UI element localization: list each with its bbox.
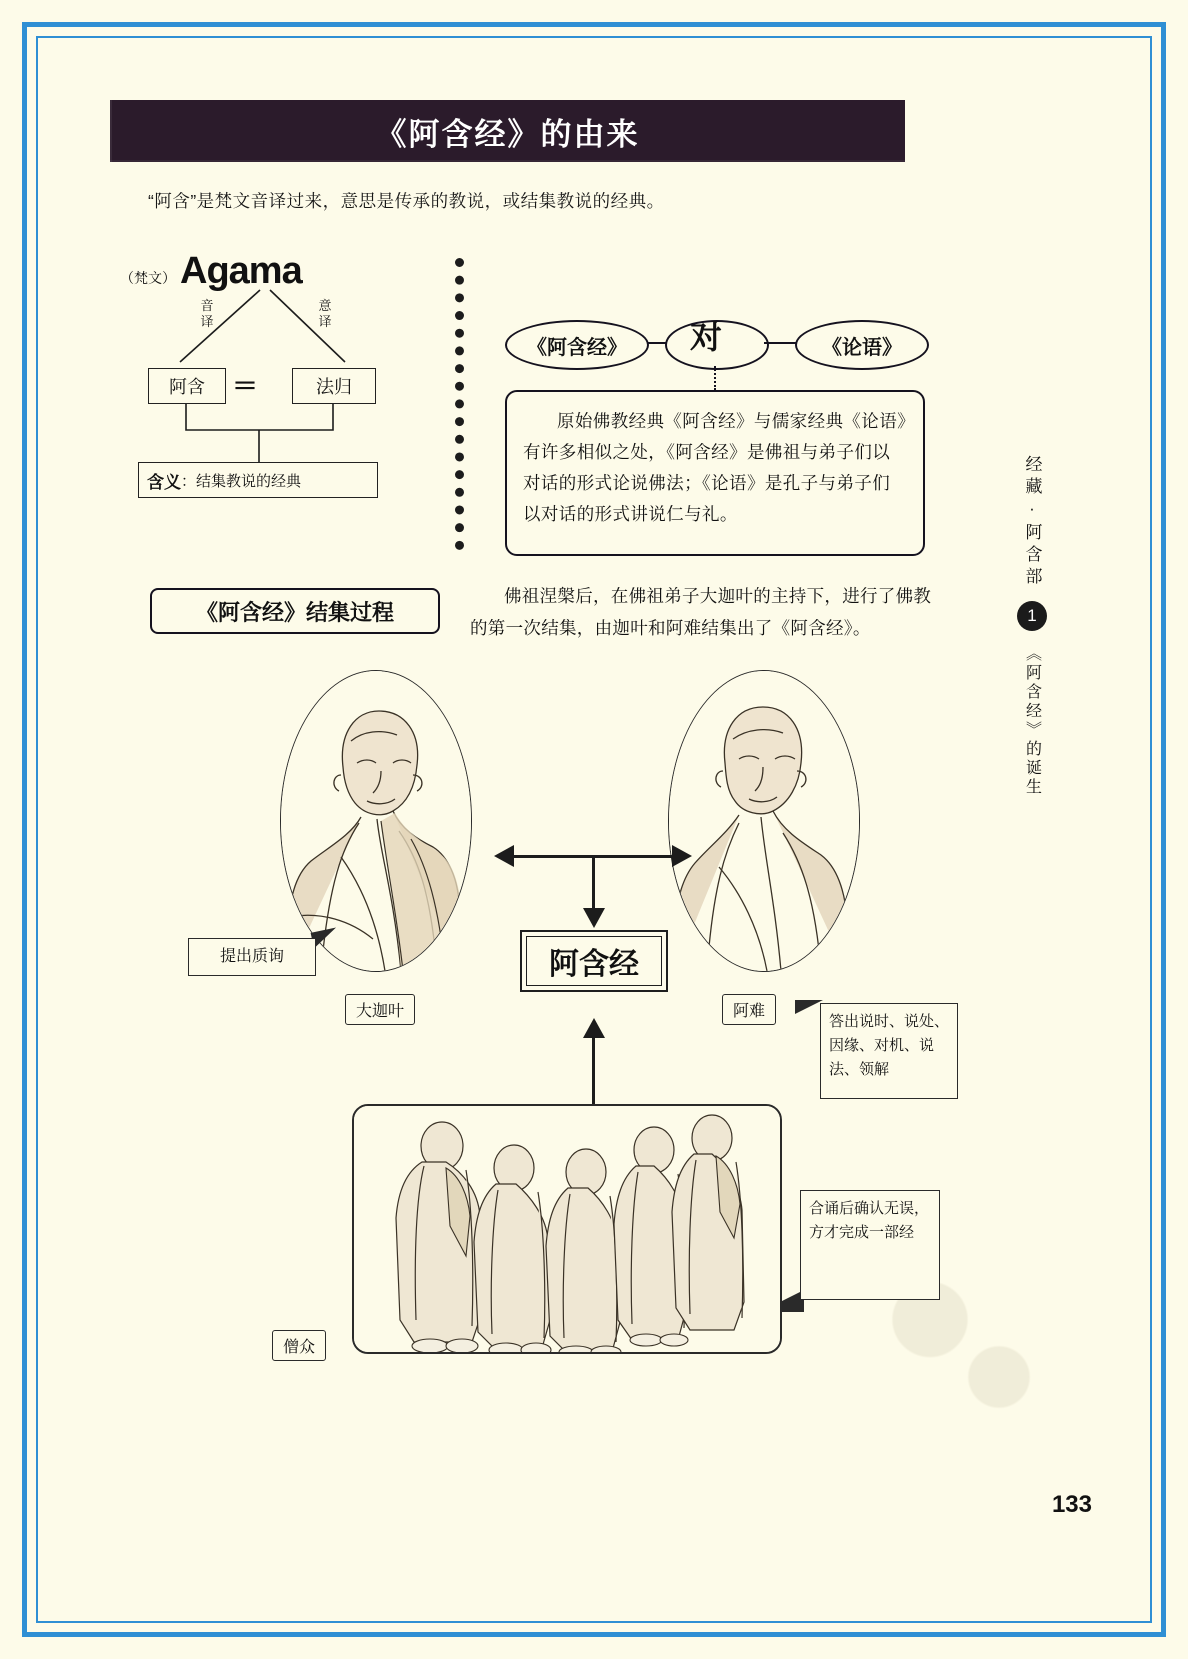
callout-query: 提出质询 (188, 938, 316, 976)
equals-sign: ＝ (232, 371, 259, 401)
sanskrit-word: Agama (180, 250, 302, 292)
callout-confirm: 合诵后确认无误，方才完成一部经 (800, 1190, 940, 1300)
compare-vs-label: 对 (690, 319, 723, 355)
section-title-band (110, 100, 905, 162)
sanskrit-label: （梵文） (120, 270, 176, 286)
oval-analects: 《论语》 (795, 320, 929, 370)
process-paragraph: 佛祖涅槃后，在佛祖弟子大迦叶的主持下，进行了佛教的第一次结集，由迦叶和阿难结集出了《阿含经》。 (470, 586, 932, 638)
portrait-ananda-illustration (669, 671, 859, 971)
arrow-head-down (583, 908, 605, 928)
sanskrit-diagram (120, 250, 420, 530)
margin-column (1010, 455, 1054, 797)
meaning-key: 含义 (147, 472, 181, 492)
compare-note-box (505, 390, 925, 556)
branch-label-transliteration: 音译 (200, 298, 214, 329)
arrow-up-line (592, 1038, 595, 1104)
callout-tail-answer (795, 1000, 823, 1014)
arrow-head-left (494, 845, 514, 867)
page-title: 《阿含经》的由来 (375, 116, 640, 152)
margin-vertical-bottom: 《阿含经》的诞生 (1023, 645, 1041, 797)
portrait-kasyapa-illustration (281, 671, 471, 971)
compare-note-text: 原始佛教经典《阿含经》与儒家经典《论语》有许多相似之处，《阿含经》是佛祖与弟子们以对话的形式论说佛法；《论语》是孔子与弟子们以对话的形式讲说仁与礼。 (523, 411, 907, 524)
margin-vertical-top: 经藏·阿含部 (1022, 455, 1042, 589)
oval-agama: 《阿含经》 (505, 320, 649, 370)
sangha-illustration-box (352, 1104, 782, 1354)
box-ahan: 阿含 (148, 368, 226, 404)
arrow-head-right (672, 845, 692, 867)
arrow-head-up (583, 1018, 605, 1038)
sangha-illustration (354, 1106, 782, 1354)
process-label: 《阿含经》结集过程 (150, 588, 440, 634)
process-paragraph-wrap (470, 580, 940, 644)
lead-paragraph: “阿含”是梵文音译过来，意思是传承的教说，或结集教说的经典。 (148, 191, 665, 211)
tag-ananda: 阿难 (722, 994, 776, 1025)
branch-label-translation: 意译 (318, 298, 332, 329)
meaning-value: 结集教说的经典 (196, 472, 302, 490)
box-meaning (138, 462, 378, 498)
margin-chapter-number: 1 (1017, 601, 1047, 631)
tag-kasyapa: 大迦叶 (345, 994, 415, 1025)
portrait-ananda (668, 670, 860, 972)
box-fagui: 法归 (292, 368, 376, 404)
portrait-kasyapa (280, 670, 472, 972)
center-box-inner-border (526, 936, 662, 986)
page-number: 133 (1051, 1491, 1092, 1518)
dotted-divider (455, 258, 464, 550)
callout-answer: 答出说时、说处、因缘、对机、说法、领解 (820, 1003, 958, 1099)
arrow-down-line (592, 856, 595, 912)
tag-sangha: 僧众 (272, 1330, 326, 1361)
center-box-agama: 阿含经 (520, 930, 668, 992)
compare-tail-line (714, 366, 718, 390)
meaning-separator: ： (181, 472, 197, 490)
